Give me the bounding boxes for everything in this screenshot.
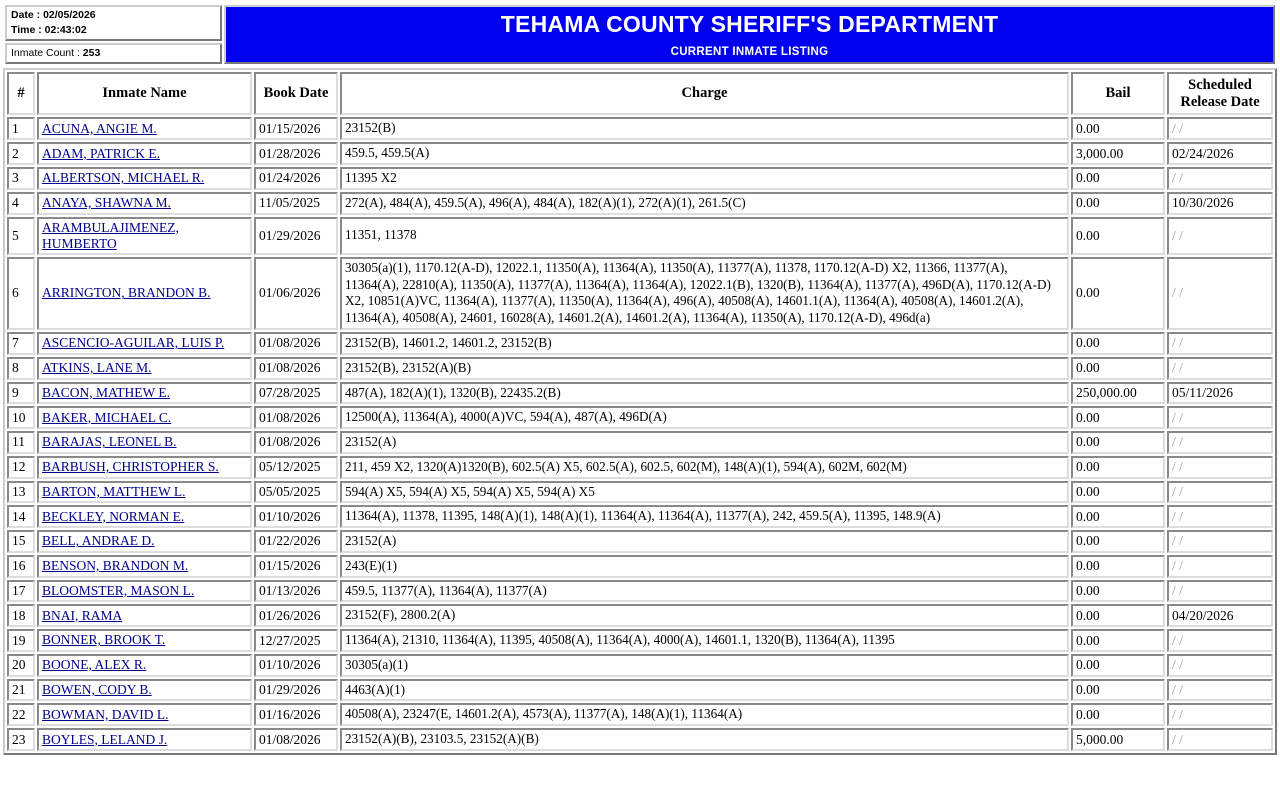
cell-charge: 11395 X2 <box>340 167 1069 190</box>
table-row <box>7 505 1273 528</box>
cell-charge: 30305(a)(1) <box>340 654 1069 677</box>
inmate-name-link[interactable]: BECKLEY, NORMAN E. <box>42 508 185 524</box>
table-row <box>7 382 1273 405</box>
table-row <box>7 580 1273 603</box>
table-row <box>7 167 1273 190</box>
cell-inmate-name <box>37 604 252 627</box>
cell-bail: 0.00 <box>1071 679 1165 702</box>
cell-bail: 0.00 <box>1071 431 1165 454</box>
cell-book-date: 05/05/2025 <box>254 481 338 504</box>
cell-bail: 0.00 <box>1071 357 1165 380</box>
cell-scheduled-release-date: / / <box>1167 357 1273 380</box>
cell-book-date: 01/06/2026 <box>254 257 338 330</box>
cell-charge: 4463(A)(1) <box>340 679 1069 702</box>
cell-row-number: 14 <box>7 505 35 528</box>
cell-row-number: 5 <box>7 217 35 255</box>
cell-inmate-name <box>37 431 252 454</box>
cell-row-number: 16 <box>7 555 35 578</box>
cell-book-date: 01/13/2026 <box>254 580 338 603</box>
cell-row-number: 22 <box>7 703 35 726</box>
cell-scheduled-release-date: / / <box>1167 332 1273 355</box>
table-row <box>7 530 1273 553</box>
inmate-name-link[interactable]: ATKINS, LANE M. <box>42 360 152 376</box>
cell-row-number: 11 <box>7 431 35 454</box>
cell-scheduled-release-date: / / <box>1167 481 1273 504</box>
cell-bail: 0.00 <box>1071 257 1165 330</box>
cell-book-date: 01/29/2026 <box>254 679 338 702</box>
inmate-name-link[interactable]: ASCENCIO-AGUILAR, LUIS P. <box>42 335 225 351</box>
cell-inmate-name <box>37 703 252 726</box>
page-subtitle: CURRENT INMATE LISTING <box>670 46 829 59</box>
inmate-name-link[interactable]: BAKER, MICHAEL C. <box>42 409 172 425</box>
inmate-name-link[interactable]: BACON, MATHEW E. <box>42 384 170 400</box>
cell-book-date: 05/12/2025 <box>254 456 338 479</box>
table-row <box>7 431 1273 454</box>
column-header-bail: Bail <box>1071 72 1165 115</box>
cell-book-date: 01/22/2026 <box>254 530 338 553</box>
cell-scheduled-release-date: / / <box>1167 530 1273 553</box>
inmate-listing-table <box>3 68 1277 755</box>
cell-book-date: 01/08/2026 <box>254 431 338 454</box>
cell-scheduled-release-date: / / <box>1167 167 1273 190</box>
table-row <box>7 257 1273 330</box>
cell-inmate-name <box>37 257 252 330</box>
cell-row-number: 18 <box>7 604 35 627</box>
cell-bail: 0.00 <box>1071 481 1165 504</box>
cell-row-number: 20 <box>7 654 35 677</box>
table-row <box>7 332 1273 355</box>
cell-scheduled-release-date: / / <box>1167 555 1273 578</box>
inmate-name-link[interactable]: ADAM, PATRICK E. <box>42 145 161 161</box>
table-row <box>7 142 1273 165</box>
cell-scheduled-release-date: 04/20/2026 <box>1167 604 1273 627</box>
cell-book-date: 01/28/2026 <box>254 142 338 165</box>
cell-book-date: 01/08/2026 <box>254 406 338 429</box>
cell-bail: 0.00 <box>1071 505 1165 528</box>
cell-charge: 243(E)(1) <box>340 555 1069 578</box>
cell-inmate-name <box>37 555 252 578</box>
cell-inmate-name <box>37 142 252 165</box>
cell-inmate-name <box>37 382 252 405</box>
cell-charge: 23152(F), 2800.2(A) <box>340 604 1069 627</box>
cell-scheduled-release-date: 10/30/2026 <box>1167 192 1273 215</box>
cell-bail: 0.00 <box>1071 654 1165 677</box>
cell-bail: 0.00 <box>1071 530 1165 553</box>
cell-charge: 211, 459 X2, 1320(A)1320(B), 602.5(A) X5, 602.5(A), 602.5, 602(M), 148(A)(1), 594(A), 602M, 602(M) <box>340 456 1069 479</box>
cell-charge: 272(A), 484(A), 459.5(A), 496(A), 484(A), 182(A)(1), 272(A)(1), 261.5(C) <box>340 192 1069 215</box>
cell-charge: 23152(B) <box>340 117 1069 140</box>
table-row <box>7 703 1273 726</box>
cell-charge: 12500(A), 11364(A), 4000(A)VC, 594(A), 487(A), 496D(A) <box>340 406 1069 429</box>
cell-row-number: 6 <box>7 257 35 330</box>
datetime-cell <box>5 5 222 41</box>
cell-inmate-name <box>37 332 252 355</box>
table-row <box>7 604 1273 627</box>
cell-charge: 487(A), 182(A)(1), 1320(B), 22435.2(B) <box>340 382 1069 405</box>
cell-scheduled-release-date: / / <box>1167 431 1273 454</box>
inmate-name-link[interactable]: ARRINGTON, BRANDON B. <box>42 285 211 301</box>
cell-charge: 23152(B), 14601.2, 14601.2, 23152(B) <box>340 332 1069 355</box>
cell-inmate-name <box>37 357 252 380</box>
time-line: Time : 02:43:02 <box>11 24 87 37</box>
cell-bail: 0.00 <box>1071 629 1165 652</box>
table-row <box>7 629 1273 652</box>
cell-charge: 30305(a)(1), 1170.12(A-D), 12022.1, 11350(A), 11364(A), 11350(A), 11377(A), 11378, 1170.12(A-D) X2, 11366, 11377(A), 11364(A), 22810(A), 11350(A), 11377(A), 11364(A), 11364(A), 12022.1(B), 1320(B), 11364(A), 11377(A), 496D(A), 1170.12(A-D) X2, 10851(A)VC, 11364(A), 11377(A), 11350(A), 11364(A), 496(A), 40508(A), 14601.1(A), 11364(A), 40508(A), 14601.2(A), 11364(A), 40508(A), 24601, 16028(A), 14601.2(A), 14601.2(A), 11364(A), 11350(A), 1170.12(A-D), 496d(a) <box>340 257 1069 330</box>
cell-bail: 0.00 <box>1071 167 1165 190</box>
cell-book-date: 01/08/2026 <box>254 357 338 380</box>
inmate-name-link[interactable]: BOONE, ALEX R. <box>42 657 147 673</box>
cell-row-number: 3 <box>7 167 35 190</box>
cell-scheduled-release-date: / / <box>1167 505 1273 528</box>
column-header-charge: Charge <box>340 72 1069 115</box>
cell-row-number: 10 <box>7 406 35 429</box>
cell-bail: 3,000.00 <box>1071 142 1165 165</box>
cell-inmate-name <box>37 481 252 504</box>
inmate-name-link[interactable]: ARAMBULAJIMENEZ, HUMBERTO <box>42 219 179 251</box>
cell-book-date: 01/10/2026 <box>254 654 338 677</box>
cell-row-number: 21 <box>7 679 35 702</box>
cell-bail: 0.00 <box>1071 192 1165 215</box>
table-row <box>7 217 1273 255</box>
table-row <box>7 456 1273 479</box>
cell-charge: 11364(A), 11378, 11395, 148(A)(1), 148(A)(1), 11364(A), 11364(A), 11377(A), 242, 459.5(A), 11395, 148.9(A) <box>340 505 1069 528</box>
cell-scheduled-release-date: 05/11/2026 <box>1167 382 1273 405</box>
cell-scheduled-release-date: / / <box>1167 257 1273 330</box>
cell-bail: 0.00 <box>1071 332 1165 355</box>
column-header-release: Scheduled Release Date <box>1167 72 1273 115</box>
cell-bail: 0.00 <box>1071 217 1165 255</box>
cell-row-number: 2 <box>7 142 35 165</box>
cell-scheduled-release-date: / / <box>1167 217 1273 255</box>
table-row <box>7 406 1273 429</box>
inmate-name-link[interactable]: BOWMAN, DAVID L. <box>42 706 169 722</box>
cell-inmate-name <box>37 629 252 652</box>
cell-row-number: 19 <box>7 629 35 652</box>
inmate-name-link[interactable]: ANAYA, SHAWNA M. <box>42 195 171 211</box>
cell-charge: 23152(B), 23152(A)(B) <box>340 357 1069 380</box>
inmate-name-link[interactable]: BENSON, BRANDON M. <box>42 558 189 574</box>
cell-inmate-name <box>37 530 252 553</box>
cell-book-date: 01/15/2026 <box>254 555 338 578</box>
cell-bail: 0.00 <box>1071 406 1165 429</box>
column-header-name: Inmate Name <box>37 72 252 115</box>
cell-book-date: 01/16/2026 <box>254 703 338 726</box>
cell-bail: 250,000.00 <box>1071 382 1165 405</box>
cell-charge: 11364(A), 21310, 11364(A), 11395, 40508(A), 11364(A), 4000(A), 14601.1, 1320(B), 11364(A), 11395 <box>340 629 1069 652</box>
table-header <box>7 72 1273 115</box>
cell-scheduled-release-date: / / <box>1167 117 1273 140</box>
cell-book-date: 12/27/2025 <box>254 629 338 652</box>
cell-book-date: 11/05/2025 <box>254 192 338 215</box>
inmate-count-label: Inmate Count : <box>11 47 80 60</box>
cell-charge: 23152(A) <box>340 431 1069 454</box>
table-row <box>7 555 1273 578</box>
cell-inmate-name <box>37 192 252 215</box>
inmate-name-link[interactable]: BOWEN, CODY B. <box>42 681 152 697</box>
cell-row-number: 8 <box>7 357 35 380</box>
cell-charge: 23152(A)(B), 23103.5, 23152(A)(B) <box>340 728 1069 751</box>
date-line: Date : 02/05/2026 <box>11 9 96 21</box>
cell-inmate-name <box>37 406 252 429</box>
inmate-name-link[interactable]: BARTON, MATTHEW L. <box>42 483 186 499</box>
cell-scheduled-release-date: / / <box>1167 654 1273 677</box>
table-row <box>7 679 1273 702</box>
inmate-name-link[interactable]: BLOOMSTER, MASON L. <box>42 582 195 598</box>
cell-book-date: 01/29/2026 <box>254 217 338 255</box>
cell-row-number: 9 <box>7 382 35 405</box>
cell-inmate-name <box>37 679 252 702</box>
cell-row-number: 23 <box>7 728 35 751</box>
cell-inmate-name <box>37 456 252 479</box>
cell-row-number: 4 <box>7 192 35 215</box>
cell-scheduled-release-date: / / <box>1167 629 1273 652</box>
department-title-cell <box>224 5 1275 64</box>
cell-bail: 0.00 <box>1071 703 1165 726</box>
cell-row-number: 13 <box>7 481 35 504</box>
cell-bail: 0.00 <box>1071 555 1165 578</box>
cell-charge: 11351, 11378 <box>340 217 1069 255</box>
inmate-name-link[interactable]: BARAJAS, LEONEL B. <box>42 434 177 450</box>
inmate-name-link[interactable]: BARBUSH, CHRISTOPHER S. <box>42 459 219 475</box>
inmate-count-value: 253 <box>82 47 101 60</box>
cell-row-number: 17 <box>7 580 35 603</box>
cell-inmate-name <box>37 117 252 140</box>
page-title: TEHAMA COUNTY SHERIFF'S DEPARTMENT <box>500 10 999 37</box>
cell-inmate-name <box>37 167 252 190</box>
cell-scheduled-release-date: / / <box>1167 580 1273 603</box>
table-row <box>7 357 1273 380</box>
cell-scheduled-release-date: / / <box>1167 679 1273 702</box>
cell-inmate-name <box>37 217 252 255</box>
page-header-banner <box>3 3 1277 66</box>
cell-book-date: 01/26/2026 <box>254 604 338 627</box>
cell-scheduled-release-date: / / <box>1167 703 1273 726</box>
cell-charge: 459.5, 11377(A), 11364(A), 11377(A) <box>340 580 1069 603</box>
cell-charge: 40508(A), 23247(E, 14601.2(A), 4573(A), 11377(A), 148(A)(1), 11364(A) <box>340 703 1069 726</box>
inmate-name-link[interactable]: BELL, ANDRAE D. <box>42 533 155 549</box>
cell-bail: 0.00 <box>1071 117 1165 140</box>
cell-row-number: 12 <box>7 456 35 479</box>
cell-bail: 0.00 <box>1071 456 1165 479</box>
table-row <box>7 481 1273 504</box>
cell-book-date: 07/28/2025 <box>254 382 338 405</box>
inmate-name-link[interactable]: ACUNA, ANGIE M. <box>42 120 157 136</box>
cell-charge: 23152(A) <box>340 530 1069 553</box>
inmate-name-link[interactable]: ALBERTSON, MICHAEL R. <box>42 170 205 186</box>
inmate-name-link[interactable]: BNAI, RAMA <box>42 607 123 623</box>
cell-bail: 0.00 <box>1071 580 1165 603</box>
cell-book-date: 01/08/2026 <box>254 728 338 751</box>
cell-inmate-name <box>37 654 252 677</box>
table-row <box>7 728 1273 751</box>
inmate-name-link[interactable]: BONNER, BROOK T. <box>42 632 166 648</box>
table-row <box>7 192 1273 215</box>
cell-inmate-name <box>37 580 252 603</box>
table-body <box>7 117 1273 751</box>
cell-scheduled-release-date: / / <box>1167 456 1273 479</box>
cell-row-number: 1 <box>7 117 35 140</box>
cell-scheduled-release-date: / / <box>1167 728 1273 751</box>
cell-row-number: 15 <box>7 530 35 553</box>
cell-inmate-name <box>37 505 252 528</box>
inmate-count-cell <box>5 43 222 64</box>
cell-book-date: 01/24/2026 <box>254 167 338 190</box>
table-row <box>7 654 1273 677</box>
column-header-bookdate: Book Date <box>254 72 338 115</box>
cell-inmate-name <box>37 728 252 751</box>
table-header-row <box>7 72 1273 115</box>
cell-row-number: 7 <box>7 332 35 355</box>
cell-scheduled-release-date: / / <box>1167 406 1273 429</box>
cell-book-date: 01/08/2026 <box>254 332 338 355</box>
table-row <box>7 117 1273 140</box>
cell-bail: 5,000.00 <box>1071 728 1165 751</box>
cell-book-date: 01/15/2026 <box>254 117 338 140</box>
cell-charge: 459.5, 459.5(A) <box>340 142 1069 165</box>
cell-bail: 0.00 <box>1071 604 1165 627</box>
inmate-name-link[interactable]: BOYLES, LELAND J. <box>42 731 168 747</box>
cell-charge: 594(A) X5, 594(A) X5, 594(A) X5, 594(A) X5 <box>340 481 1069 504</box>
cell-book-date: 01/10/2026 <box>254 505 338 528</box>
column-header-number: # <box>7 72 35 115</box>
cell-scheduled-release-date: 02/24/2026 <box>1167 142 1273 165</box>
